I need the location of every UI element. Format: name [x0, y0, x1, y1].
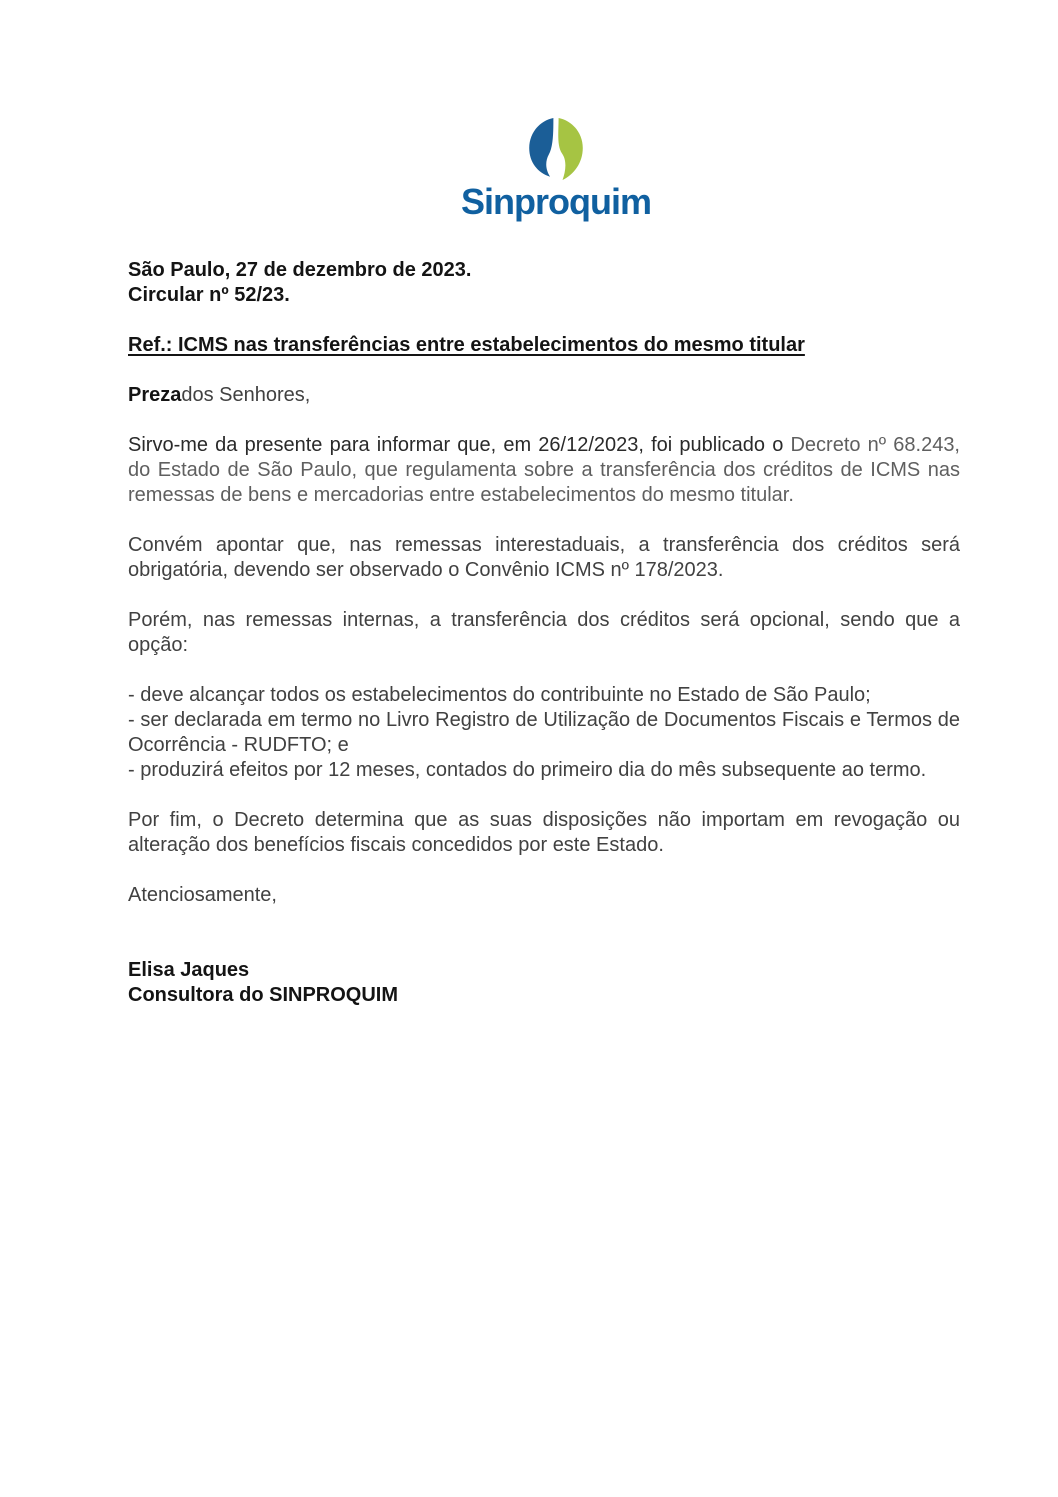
salutation-bold-part: Preza [128, 384, 182, 406]
salutation-rest-part: dos Senhores, [181, 384, 311, 406]
paragraph-intro-lead: Sirvo-me da presente para informar que, em 26/12/2023, foi publicado o [128, 434, 791, 456]
subject-line: Ref.: ICMS nas transferências entre estabelecimentos do mesmo titular [128, 334, 805, 356]
signature-role: Consultora do SINPROQUIM [128, 984, 398, 1006]
list-item: - ser declarada em termo no Livro Registro de Utilização de Documentos Fiscais e Termos de Ocorrência - RUDFTO; e [128, 709, 960, 756]
circular-number-line: Circular nº 52/23. [128, 284, 290, 306]
list-item: - produzirá efeitos por 12 meses, contados do primeiro dia do mês subsequente ao termo. [128, 759, 927, 781]
signature-block [128, 958, 960, 1008]
list-item: - deve alcançar todos os estabelecimentos do contribuinte no Estado de São Paulo; [128, 684, 871, 706]
letter-header [128, 258, 960, 308]
salutation [128, 383, 960, 408]
paragraph-final: Por fim, o Decreto determina que as suas disposições não importam em revogação ou alteração dos benefícios fiscais concedidos por este Estado. [128, 809, 960, 856]
paragraph-internal: Porém, nas remessas internas, a transferência dos créditos será opcional, sendo que a opção: [128, 609, 960, 656]
signature-name: Elisa Jaques [128, 959, 250, 981]
sinproquim-leaf-icon [522, 116, 590, 180]
date-line: São Paulo, 27 de dezembro de 2023. [128, 259, 472, 281]
option-conditions-list [128, 683, 960, 783]
paragraph-intro [128, 433, 960, 508]
paragraph-interstate: Convém apontar que, nas remessas interestaduais, a transferência dos créditos será obrigatória, devendo ser observado o Convênio ICMS nº 178/2023. [128, 534, 960, 581]
sinproquim-logo [446, 116, 666, 222]
paragraph-intro-decree: Decreto nº 68.243, do Estado de São Paulo, que regulamenta sobre a transferência dos créditos de ICMS nas remessas de bens e mercadorias entre estabelecimentos do mesmo titular. [128, 434, 960, 506]
sinproquim-wordmark: Sinproquim [461, 181, 651, 222]
closing: Atenciosamente, [128, 884, 277, 906]
